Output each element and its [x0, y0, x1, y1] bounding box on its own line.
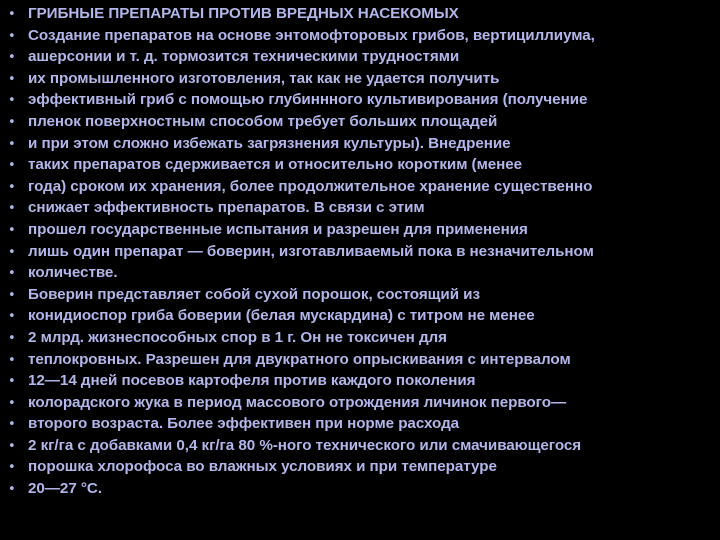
- bullet-line: [8, 219, 713, 241]
- bullet-line: [8, 370, 713, 392]
- bullet-text: теплокровных. Разрешен для двукратного опрыскивания с интервалом: [28, 350, 571, 368]
- bullet-line: [8, 435, 713, 457]
- bullet-line: [8, 46, 713, 68]
- bullet-line: [8, 305, 713, 327]
- bullet-text: количестве.: [28, 264, 118, 282]
- bullet-line: [8, 197, 713, 219]
- bullet-line: [8, 68, 713, 90]
- bullet-line: [8, 154, 713, 176]
- bullet-line: [8, 25, 713, 47]
- bullet-line: [8, 284, 713, 306]
- bullet-dot-icon: •: [8, 7, 16, 22]
- bullet-text: 12—14 дней посевов картофеля против каждого поколения: [28, 372, 476, 390]
- bullet-text: колорадского жука в период массового отрождения личинок первого—: [28, 393, 567, 411]
- bullet-list: [8, 3, 713, 500]
- bullet-text: и при этом сложно избежать загрязнения культуры). Внедрение: [28, 134, 511, 152]
- bullet-line: [8, 456, 713, 478]
- bullet-dot-icon: •: [8, 482, 16, 498]
- bullet-text: второго возраста. Более эффективен при норме расхода: [28, 415, 460, 433]
- bullet-dot-icon: •: [8, 93, 16, 109]
- bullet-dot-icon: •: [8, 114, 16, 130]
- bullet-dot-icon: •: [8, 179, 16, 195]
- bullet-dot-icon: •: [8, 417, 16, 433]
- bullet-dot-icon: •: [8, 460, 16, 476]
- bullet-text: таких препаратов сдерживается и относительно коротким (менее: [28, 156, 523, 174]
- bullet-line: [8, 478, 713, 500]
- bullet-dot-icon: •: [8, 266, 16, 282]
- bullet-line: [8, 3, 713, 25]
- bullet-text: лишь один препарат — боверин, изготавливаемый пока в незначительном: [28, 242, 594, 260]
- bullet-dot-icon: •: [8, 438, 16, 454]
- slide-title: ГРИБНЫЕ ПРЕПАРАТЫ ПРОТИВ ВРЕДНЫХ НАСЕКОМЫХ: [28, 5, 459, 22]
- bullet-text: Боверин представляет собой сухой порошок, состоящий из: [28, 285, 480, 303]
- bullet-line: [8, 133, 713, 155]
- bullet-dot-icon: •: [8, 222, 16, 238]
- bullet-line: [8, 89, 713, 111]
- bullet-text: 2 млрд. жизнеспособных спор в 1 г. Он не токсичен для: [28, 328, 447, 346]
- bullet-dot-icon: •: [8, 201, 16, 217]
- bullet-text: 2 кг/га с добавками 0,4 кг/га 80 %-ного технического или смачивающегося: [28, 436, 582, 454]
- bullet-text: 20—27 °С.: [28, 480, 103, 498]
- bullet-text: их промышленного изготовления, так как не удается получить: [28, 69, 500, 87]
- bullet-text: ашерсонии и т. д. тормозится техническими трудностями: [28, 48, 460, 66]
- bullet-line: [8, 111, 713, 133]
- bullet-line: [8, 392, 713, 414]
- bullet-text: пленок поверхностным способом требует больших площадей: [28, 112, 498, 130]
- bullet-dot-icon: •: [8, 28, 16, 44]
- bullet-line: [8, 176, 713, 198]
- bullet-dot-icon: •: [8, 374, 16, 390]
- bullet-dot-icon: •: [8, 136, 16, 152]
- bullet-text: эффективный гриб с помощью глубиннного культивирования (получение: [28, 91, 588, 109]
- bullet-dot-icon: •: [8, 71, 16, 87]
- bullet-dot-icon: •: [8, 395, 16, 411]
- bullet-dot-icon: •: [8, 244, 16, 260]
- bullet-line: [8, 327, 713, 349]
- bullet-line: [8, 413, 713, 435]
- bullet-text: Создание препаратов на основе энтомофторовых грибов, вертициллиума,: [28, 26, 595, 44]
- bullet-line: [8, 349, 713, 371]
- bullet-text: года) сроком их хранения, более продолжительное хранение существенно: [28, 177, 593, 195]
- bullet-dot-icon: •: [8, 309, 16, 325]
- bullet-text: снижает эффективность препаратов. В связи с этим: [28, 199, 425, 217]
- bullet-line: [8, 262, 713, 284]
- bullet-text: порошка хлорофоса во влажных условиях и при температуре: [28, 458, 497, 476]
- bullet-text: прошел государственные испытания и разрешен для применения: [28, 220, 528, 238]
- bullet-dot-icon: •: [8, 352, 16, 368]
- bullet-dot-icon: •: [8, 330, 16, 346]
- bullet-dot-icon: •: [8, 287, 16, 303]
- bullet-line: [8, 241, 713, 263]
- bullet-dot-icon: •: [8, 50, 16, 66]
- bullet-text: конидиоспор гриба боверии (белая мускардина) с титром не менее: [28, 307, 535, 325]
- bullet-dot-icon: •: [8, 158, 16, 174]
